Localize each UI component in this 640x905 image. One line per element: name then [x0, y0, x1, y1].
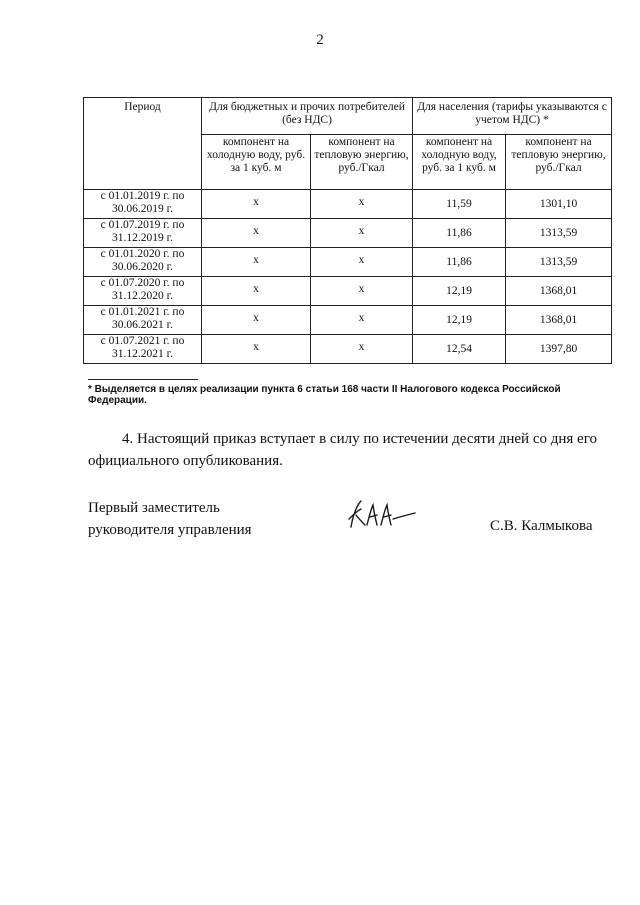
row-population-heat: 1368,01	[506, 306, 612, 335]
row-budget-water: х	[202, 306, 311, 335]
row-budget-heat: х	[311, 277, 413, 306]
signer-title-line-2: руководителя управления	[88, 522, 252, 538]
signer-name: С.В. Калмыкова	[490, 518, 593, 534]
footnote: * Выделяется в целях реализации пункта 6 статьи 168 части II Налогового кодекса Российской Федерации.	[88, 384, 561, 406]
effective-date-paragraph	[88, 428, 618, 472]
row-period: с 01.01.2020 г. по 30.06.2020 г.	[84, 248, 202, 277]
row-period: с 01.01.2019 г. по 30.06.2019 г.	[84, 190, 202, 219]
row-population-heat: 1368,01	[506, 277, 612, 306]
row-period: с 01.07.2021 г. по 31.12.2021 г.	[84, 335, 202, 364]
signature-icon	[343, 497, 423, 537]
table-row	[84, 306, 612, 335]
row-population-heat: 1313,59	[506, 248, 612, 277]
header-period: Период	[84, 98, 202, 190]
table-row	[84, 277, 612, 306]
header-budget-water: компонент на холодную воду, руб. за 1 куб. м	[202, 135, 311, 190]
row-population-water: 11,86	[413, 219, 506, 248]
table-row	[84, 190, 612, 219]
row-budget-heat: х	[311, 219, 413, 248]
row-population-water: 11,86	[413, 248, 506, 277]
paragraph-text: 4. Настоящий приказ вступает в силу по истечении десяти дней со дня его официального опубликования.	[88, 431, 597, 469]
row-population-water: 12,19	[413, 306, 506, 335]
signer-title-line-1: Первый заместитель	[88, 500, 220, 516]
table-row	[84, 248, 612, 277]
row-budget-heat: х	[311, 335, 413, 364]
row-budget-heat: х	[311, 306, 413, 335]
table-row	[84, 219, 612, 248]
row-period: с 01.07.2019 г. по 31.12.2019 г.	[84, 219, 202, 248]
header-population-group: Для населения (тарифы указываются с учетом НДС) *	[413, 98, 612, 135]
row-population-water: 12,19	[413, 277, 506, 306]
row-population-heat: 1301,10	[506, 190, 612, 219]
row-budget-water: х	[202, 335, 311, 364]
row-population-water: 12,54	[413, 335, 506, 364]
row-population-heat: 1397,80	[506, 335, 612, 364]
header-budget-group: Для бюджетных и прочих потребителей (без НДС)	[202, 98, 413, 135]
row-budget-water: х	[202, 277, 311, 306]
page-number: 2	[316, 32, 324, 48]
row-period: с 01.01.2021 г. по 30.06.2021 г.	[84, 306, 202, 335]
row-budget-water: х	[202, 219, 311, 248]
header-population-heat: компонент на тепловую энергию, руб./Гкал	[506, 135, 612, 190]
header-population-water: компонент на холодную воду, руб. за 1 куб. м	[413, 135, 506, 190]
row-budget-water: х	[202, 190, 311, 219]
signer-title	[88, 497, 252, 541]
row-budget-heat: х	[311, 248, 413, 277]
row-budget-heat: х	[311, 190, 413, 219]
tariff-table	[83, 97, 612, 364]
header-budget-heat: компонент на тепловую энергию, руб./Гкал	[311, 135, 413, 190]
footnote-divider	[88, 379, 198, 380]
row-period: с 01.07.2020 г. по 31.12.2020 г.	[84, 277, 202, 306]
row-budget-water: х	[202, 248, 311, 277]
row-population-heat: 1313,59	[506, 219, 612, 248]
table-row	[84, 335, 612, 364]
row-population-water: 11,59	[413, 190, 506, 219]
